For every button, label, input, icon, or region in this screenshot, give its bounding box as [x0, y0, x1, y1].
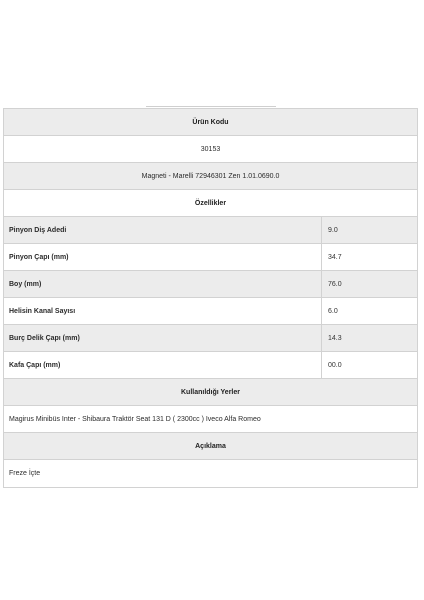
- feature-row: [4, 325, 417, 352]
- description-value: Freze İçte: [9, 470, 41, 477]
- features-header-label: Özellikler: [194, 199, 227, 207]
- product-code-row: [4, 136, 417, 163]
- product-code-value: 30153: [200, 145, 221, 153]
- feature-row: [4, 271, 417, 298]
- feature-row: [4, 217, 417, 244]
- product-code-header: [4, 109, 417, 136]
- usage-row: [4, 406, 417, 433]
- feature-value: 9.0: [328, 226, 338, 234]
- usage-header-label: Kullanıldığı Yerler: [180, 388, 240, 396]
- description-row: [4, 460, 417, 487]
- features-header: [4, 190, 417, 217]
- feature-label: Helisin Kanal Sayısı: [4, 298, 322, 324]
- product-code-header-label: Ürün Kodu: [192, 118, 229, 126]
- feature-row: [4, 352, 417, 379]
- usage-value: Magirus Minibüs Inter - Shibaura Traktör Seat 131 D ( 2300cc ) Iveco Alfa Romeo: [9, 415, 261, 423]
- description-header: [4, 433, 417, 460]
- feature-value: 6.0: [328, 307, 338, 315]
- feature-label: Burç Delik Çapı (mm): [4, 325, 322, 351]
- feature-label: Pinyon Diş Adedi: [4, 217, 322, 243]
- feature-value: 76.0: [328, 280, 342, 288]
- feature-label: Boy (mm): [4, 271, 322, 297]
- reference-value: Magneti - Marelli 72946301 Zen 1.01.0690.0: [141, 172, 280, 180]
- product-spec-table: [3, 108, 418, 488]
- reference-row: [4, 163, 417, 190]
- feature-value: 34.7: [328, 253, 342, 261]
- top-divider: [146, 106, 276, 107]
- feature-label: Pinyon Çapı (mm): [4, 244, 322, 270]
- feature-row: [4, 298, 417, 325]
- feature-label: Kafa Çapı (mm): [4, 352, 322, 378]
- description-header-label: Açıklama: [195, 442, 226, 450]
- feature-value: 00.0: [328, 361, 342, 369]
- feature-value: 14.3: [328, 334, 342, 342]
- feature-row: [4, 244, 417, 271]
- usage-header: [4, 379, 417, 406]
